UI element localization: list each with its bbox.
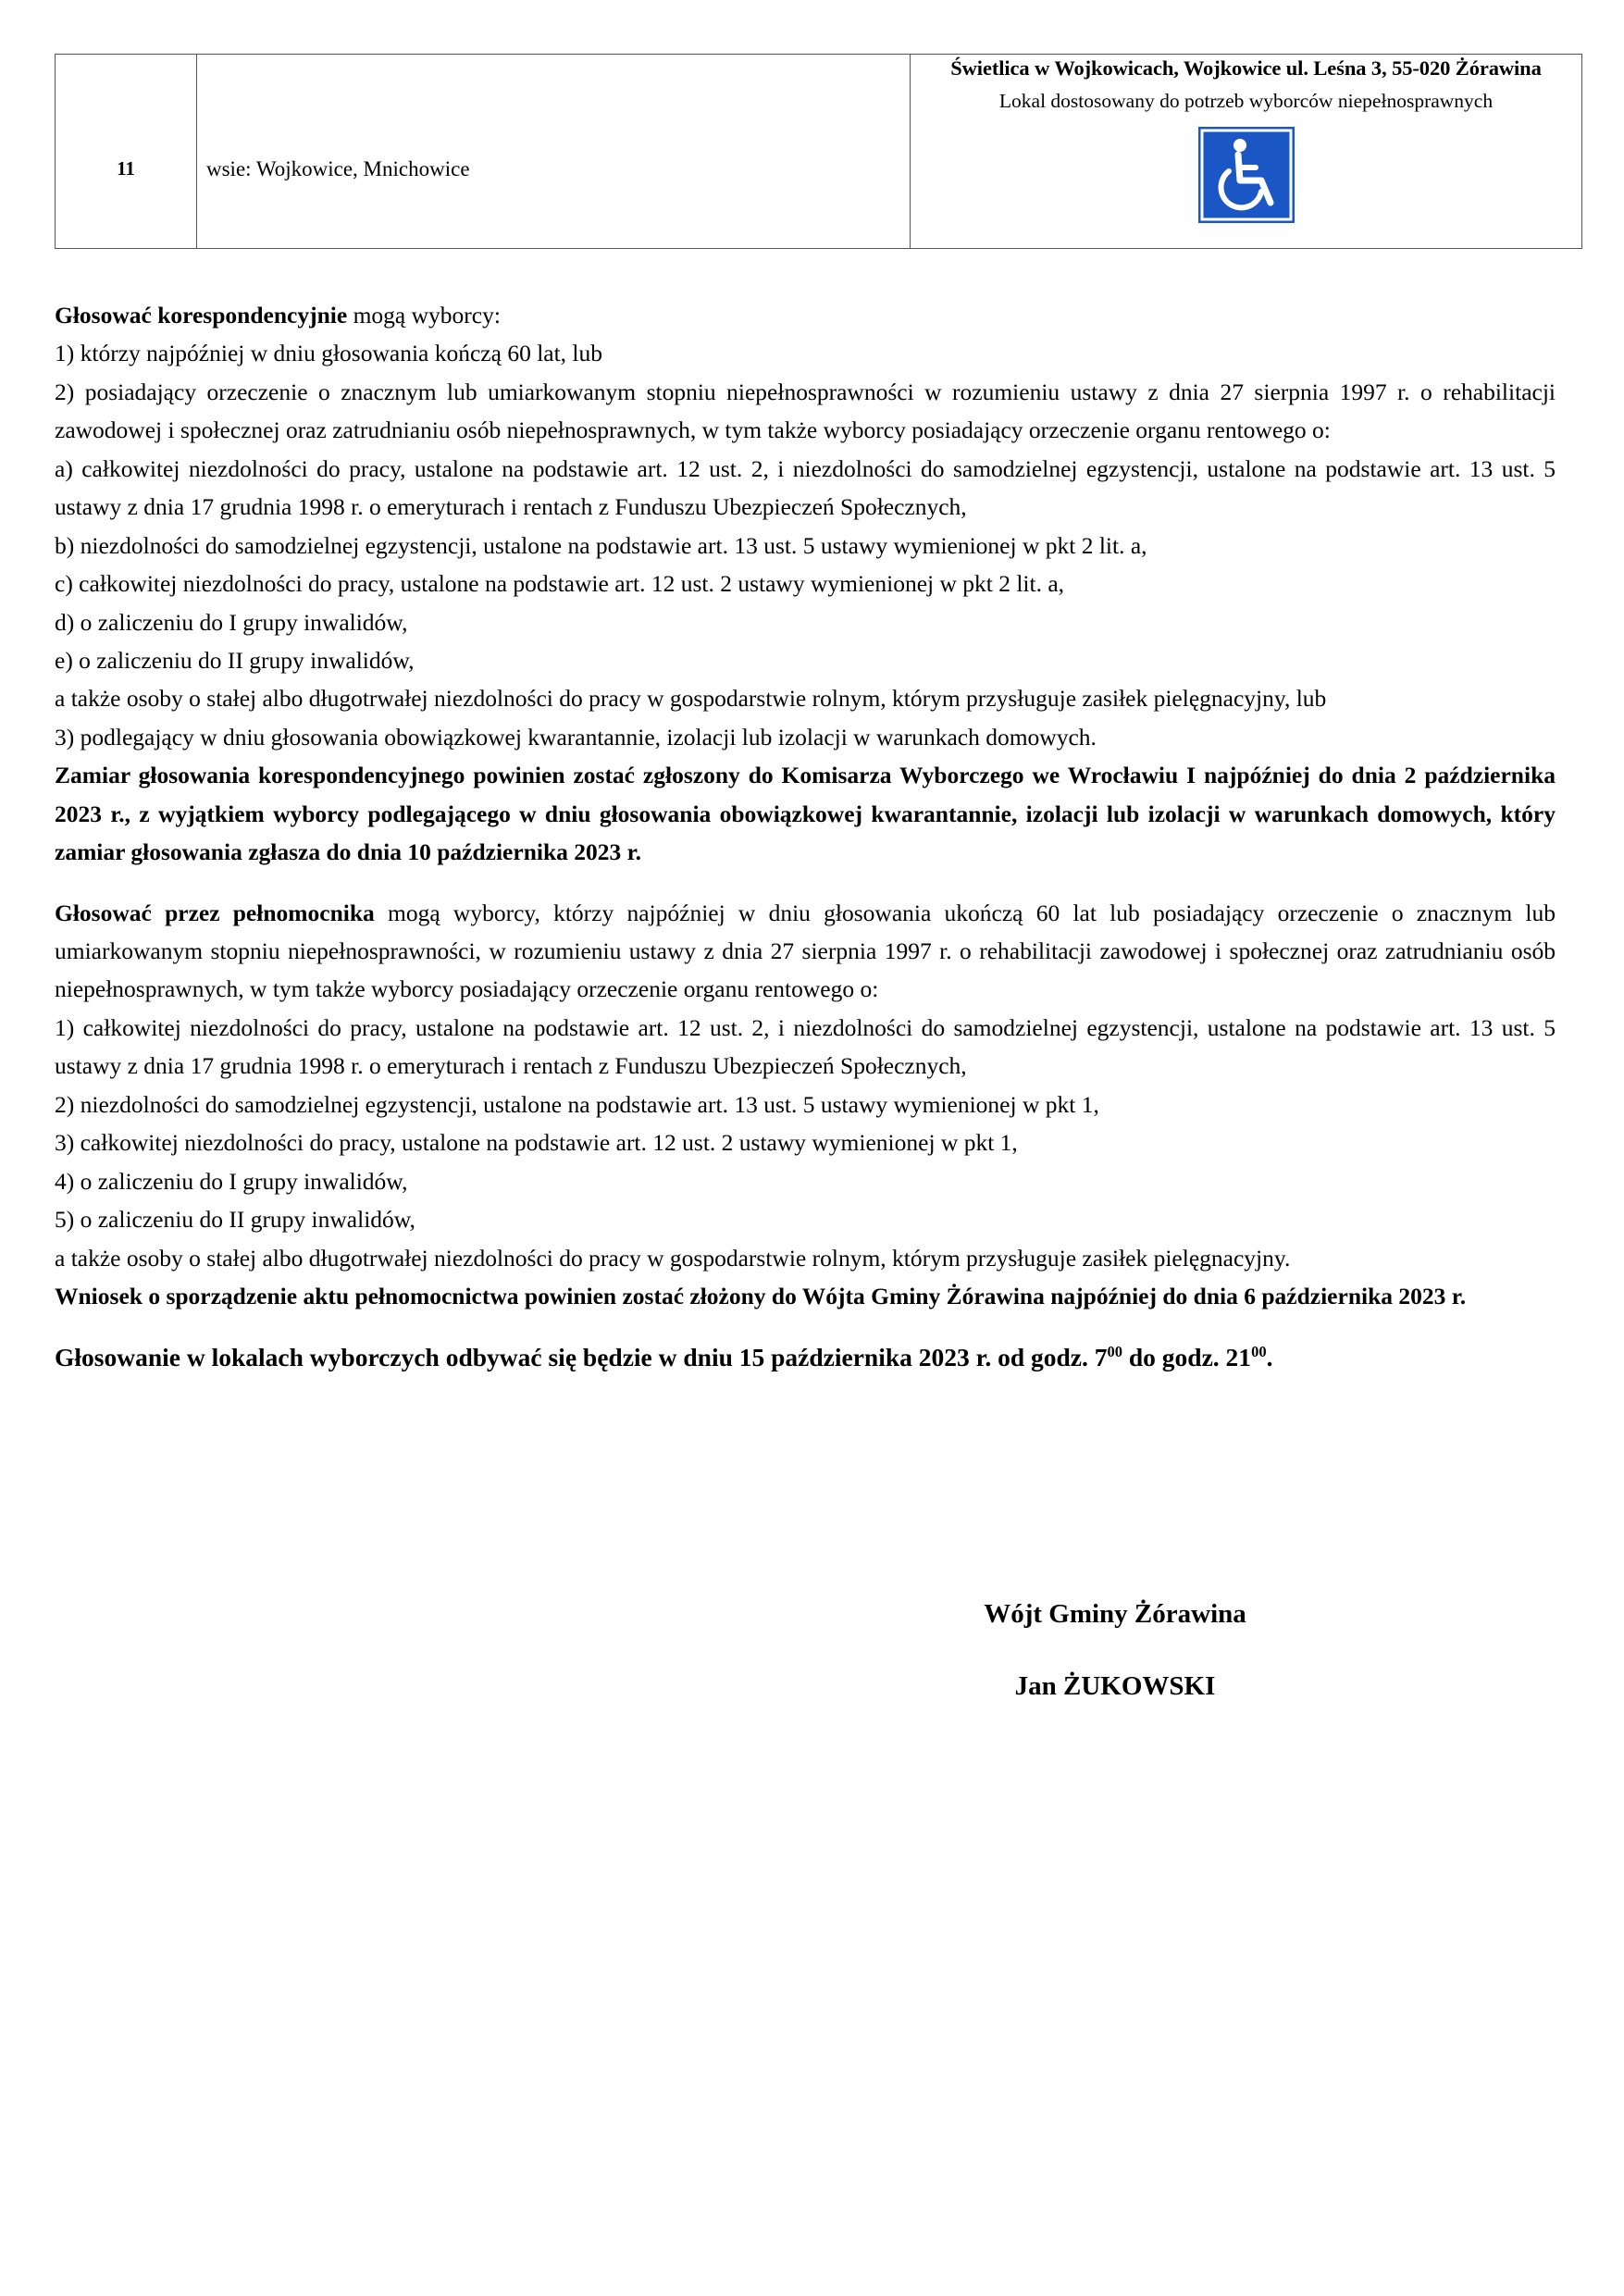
list-item: a także osoby o stałej albo długotrwałej niezdolności do pracy w gospodarstwie rolnym, którym przysługuje zasiłek pielęgnacyjny. — [55, 1244, 1291, 1272]
wheelchair-accessible-icon — [1198, 127, 1295, 223]
polling-place-address: Świetlica w Wojkowicach, Wojkowice ul. Leśna 3, 55-020 Żórawina — [950, 56, 1542, 80]
document-body — [55, 296, 1556, 1379]
table-row — [56, 55, 1582, 249]
list-item: b) niezdolności do samodzielnej egzystencji, ustalone na podstawie art. 13 ust. 5 ustawy wymienionej w pkt 2 lit. a, — [55, 531, 1147, 559]
polling-station-table — [55, 54, 1582, 249]
list-item: 1) całkowitej niezdolności do pracy, ustalone na podstawie art. 12 ust. 2, i niezdolności do samodzielnej egzystencji, ustalone na podstawie art. 13 ust. 5 ustawy z dnia 17 grudnia 1998 r. o emeryturach i rentach z Funduszu Ubezpieczeń Społecznych, — [55, 1013, 1556, 1080]
signature-name: Jan ŻUKOWSKI — [1014, 1671, 1216, 1701]
list-item: 3) podlegający w dniu głosowania obowiązkowej kwarantannie, izolacji lub izolacji w warunkach domowych. — [55, 723, 1097, 751]
list-item: 5) o zaliczeniu do II grupy inwalidów, — [55, 1206, 415, 1234]
list-item: d) o zaliczeniu do I grupy inwalidów, — [55, 608, 408, 636]
polling-place-cell — [911, 55, 1582, 249]
list-item: a także osoby o stałej albo długotrwałej niezdolności do pracy w gospodarstwie rolnym, którym przysługuje zasiłek pielęgnacyjny, lub — [55, 685, 1327, 713]
list-item: e) o zaliczeniu do II grupy inwalidów, — [55, 646, 415, 674]
list-item: 3) całkowitej niezdolności do pracy, ustalone na podstawie art. 12 ust. 2 ustawy wymienionej w pkt 1, — [55, 1129, 1018, 1157]
list-item: 2) posiadający orzeczenie o znacznym lub umiarkowanym stopniu niepełnosprawności w rozumieniu ustawy z dnia 27 sierpnia 1997 r. o rehabilitacji zawodowej i społecznej oraz zatrudnianiu osób niepełnosprawnych, w tym także wyborcy posiadający orzeczenie organu rentowego o: — [55, 378, 1556, 444]
list-item: c) całkowitej niezdolności do pracy, ustalone na podstawie art. 12 ust. 2 ustawy wymienionej w pkt 2 lit. a, — [55, 570, 1065, 598]
correspondence-heading: Głosować korespondencyjnie mogą wyborcy: — [55, 302, 501, 329]
proxy-notice: Wniosek o sporządzenie aktu pełnomocnictwa powinien zostać złożony do Wójta Gminy Żórawina najpóźniej do dnia 6 października 2023 r. — [55, 1282, 1467, 1309]
proxy-heading: Głosować przez pełnomocnika mogą wyborcy, którzy najpóźniej w dniu głosowania ukończą 60 lat lub posiadający orzeczenie o znacznym lub umiarkowanym stopniu niepełnosprawności, w rozumieniu ustawy z dnia 27 sierpnia 1997 r. o rehabilitacji zawodowej i społecznej oraz zatrudnianiu osób niepełnosprawnych, w tym także wyborcy posiadający orzeczenie organu rentowego o: — [55, 899, 1556, 1003]
voting-hours: Głosowanie w lokalach wyborczych odbywać się będzie w dniu 15 października 2023 r. od godz. $7^{00}$ do godz. $21^{00}$. — [55, 1343, 1273, 1372]
signature-title: Wójt Gminy Żórawina — [984, 1599, 1246, 1629]
list-item: 1) którzy najpóźniej w dniu głosowania kończą 60 lat, lub — [55, 340, 603, 367]
list-item: a) całkowitej niezdolności do pracy, ustalone na podstawie art. 12 ust. 2, i niezdolności do samodzielnej egzystencji, ustalone na podstawie art. 13 ust. 5 ustawy z dnia 17 grudnia 1998 r. o emeryturach i rentach z Funduszu Ubezpieczeń Społecznych, — [55, 454, 1556, 521]
district-area: wsie: Wojkowice, Mnichowice — [197, 55, 911, 249]
list-item: 2) niezdolności do samodzielnej egzystencji, ustalone na podstawie art. 13 ust. 5 ustawy wymienionej w pkt 1, — [55, 1090, 1099, 1118]
correspondence-notice: Zamiar głosowania korespondencyjnego powinien zostać zgłoszony do Komisarza Wyborczego we Wrocławiu I najpóźniej do dnia 2 października 2023 r., z wyjątkiem wyborcy podlegającego w dniu głosowania obowiązkowej kwarantannie, izolacji lub izolacji w warunkach domowych, który zamiar głosowania zgłasza do dnia 10 października 2023 r. — [55, 762, 1556, 866]
accessibility-note: Lokal dostosowany do potrzeb wyborców niepełnosprawnych — [998, 90, 1494, 112]
district-number: 11 — [56, 55, 197, 249]
list-item: 4) o zaliczeniu do I grupy inwalidów, — [55, 1167, 408, 1195]
